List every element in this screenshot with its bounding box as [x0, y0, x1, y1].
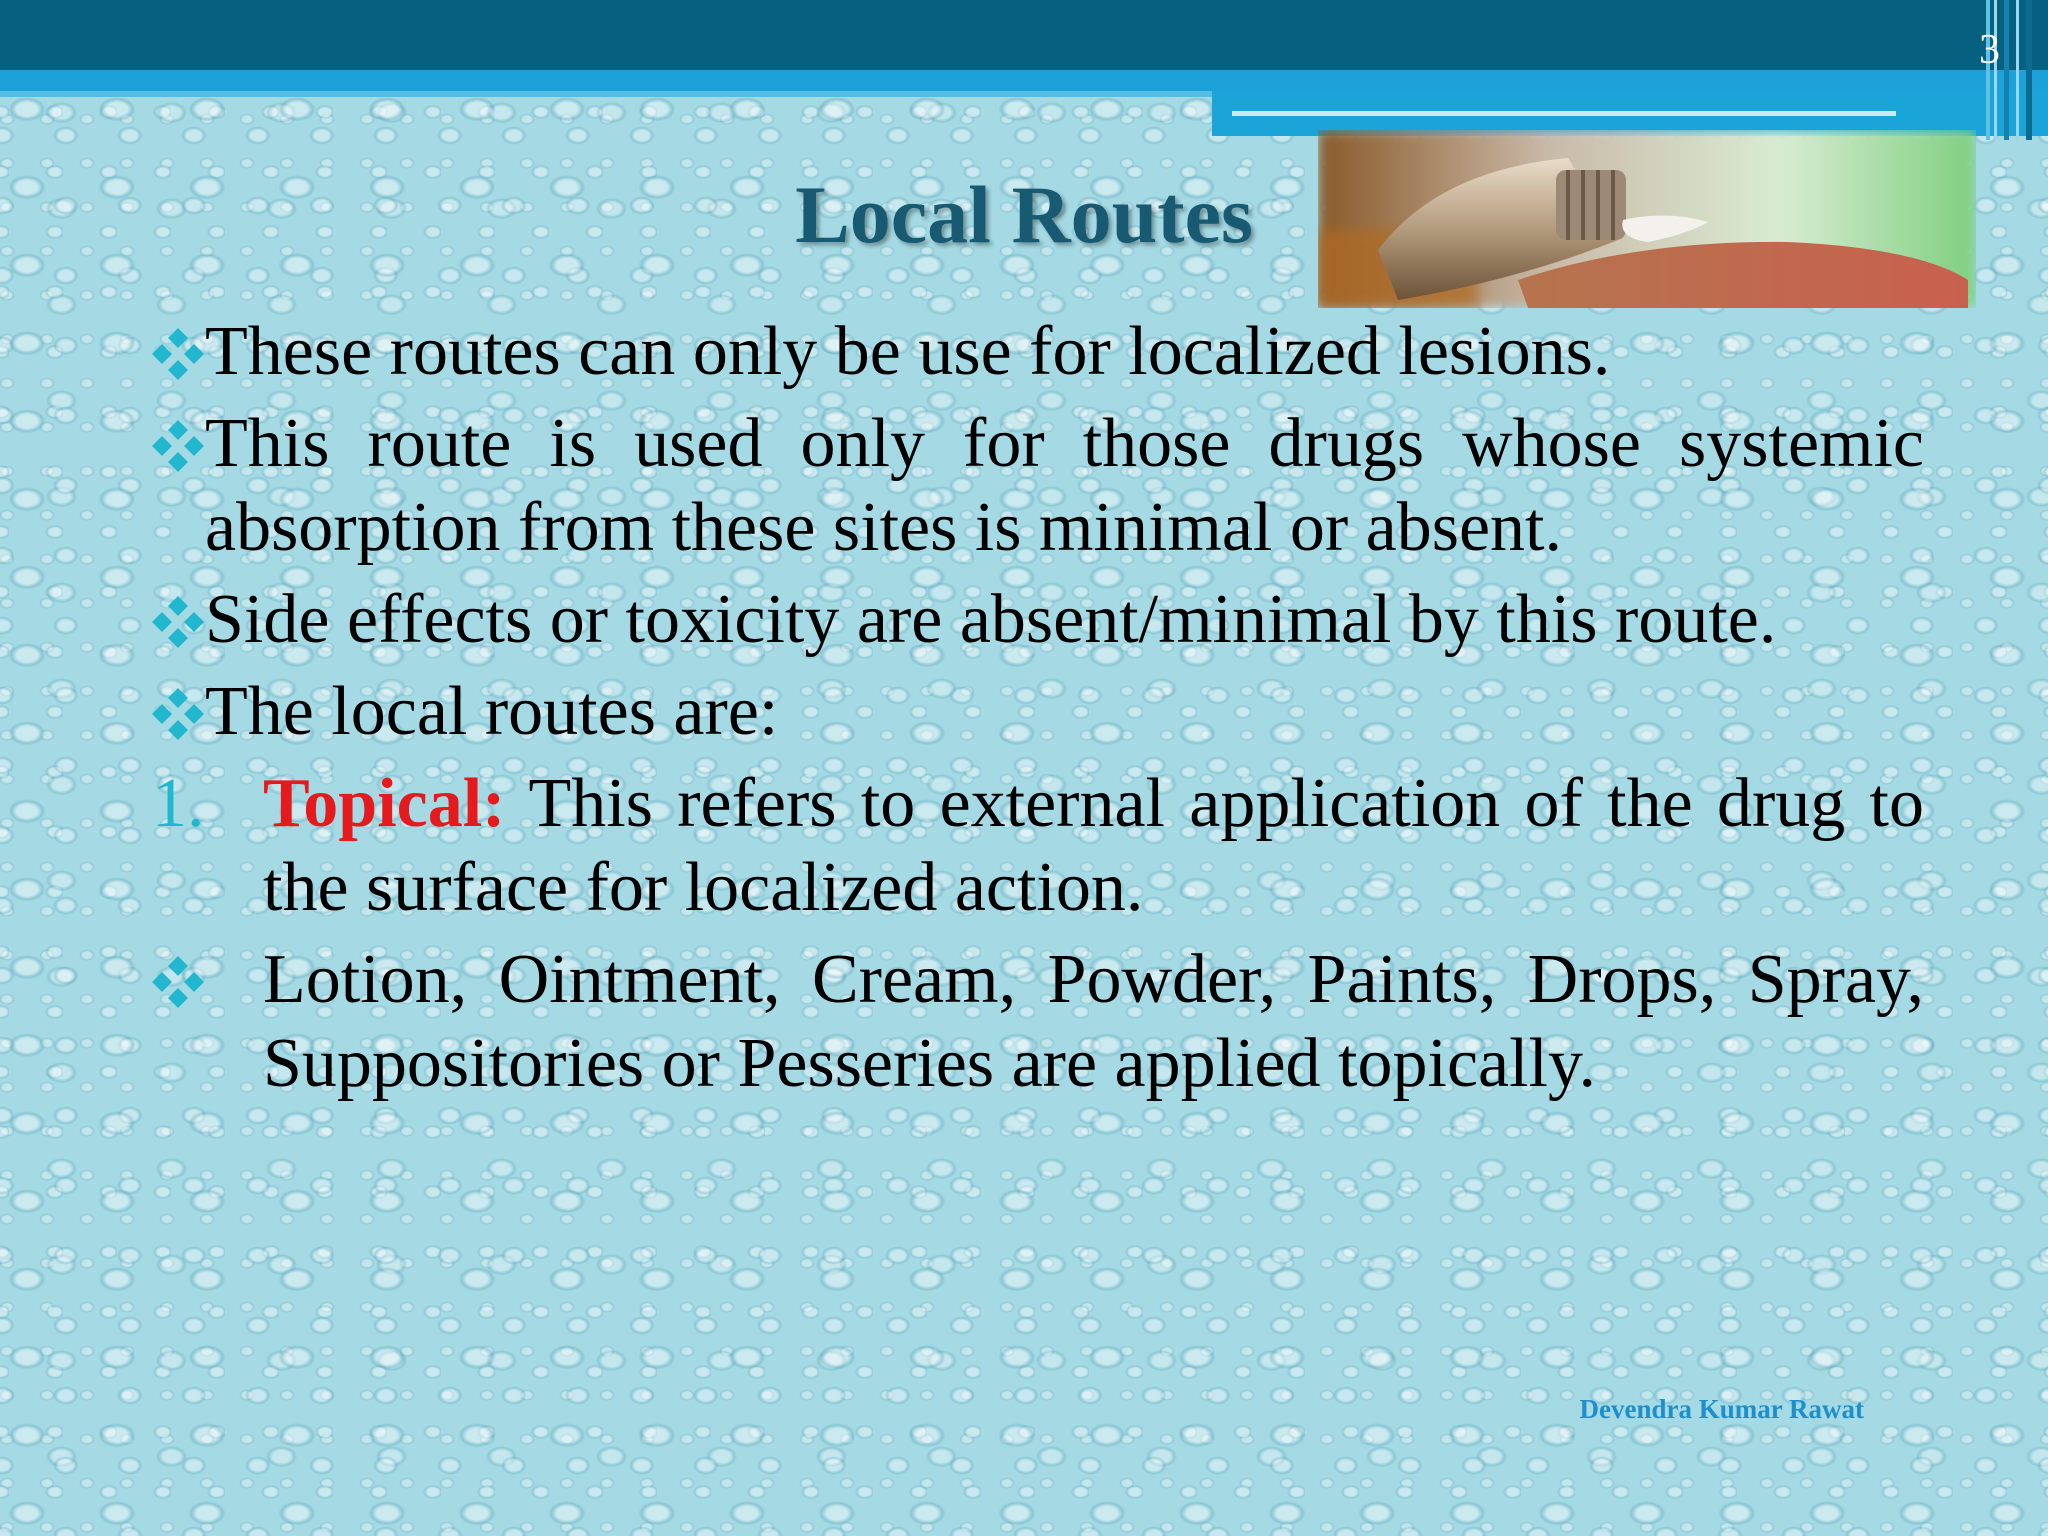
numbered-item [150, 762, 1924, 930]
header-bar-dark [0, 0, 2048, 70]
header-bar-right-line [1232, 111, 1896, 116]
slide-content [150, 310, 1924, 1114]
slide-title: Local Routes [795, 169, 1253, 260]
bullet-item [150, 310, 1924, 394]
slide-number: 3 [1979, 27, 2000, 73]
header-bar-light [0, 70, 2048, 91]
bullet-text: Side effects or toxicity are absent/minimal by this route. [205, 581, 1777, 658]
bullet-item [150, 578, 1924, 662]
four-diamond-bullet-icon [150, 326, 206, 382]
vertical-stripe [2016, 0, 2019, 140]
bullet-text: These routes can only be use for localized lesions. [205, 313, 1611, 390]
bullet-text: This route is used only for those drugs whose systemic absorption from these sites is minimal or absent. [205, 405, 1924, 566]
four-diamond-bullet-icon [150, 418, 206, 474]
item-number: 1. [152, 765, 205, 842]
bullet-text: The local routes are: [205, 673, 779, 750]
bullet-item [150, 670, 1924, 754]
term-topical: Topical: [263, 765, 506, 842]
author-footer: Devendra Kumar Rawat [1579, 1394, 1864, 1424]
vertical-stripe [2004, 0, 2009, 140]
numbered-text: This refers to external application of the drug to the surface for localized action. [263, 765, 1924, 926]
ointment-tube-photo [1318, 130, 1976, 308]
four-diamond-bullet-icon [150, 686, 206, 742]
sub-bullet-text: Lotion, Ointment, Cream, Powder, Paints, Drops, Spray, Suppositories or Pesseries are applied topically. [263, 941, 1924, 1102]
bullet-item [150, 402, 1924, 570]
header-bar-thin [0, 91, 1212, 97]
sub-bullet-item [150, 938, 1924, 1106]
vertical-stripe [2026, 0, 2032, 140]
four-diamond-bullet-icon [150, 594, 206, 650]
four-diamond-bullet-icon [150, 954, 206, 1010]
